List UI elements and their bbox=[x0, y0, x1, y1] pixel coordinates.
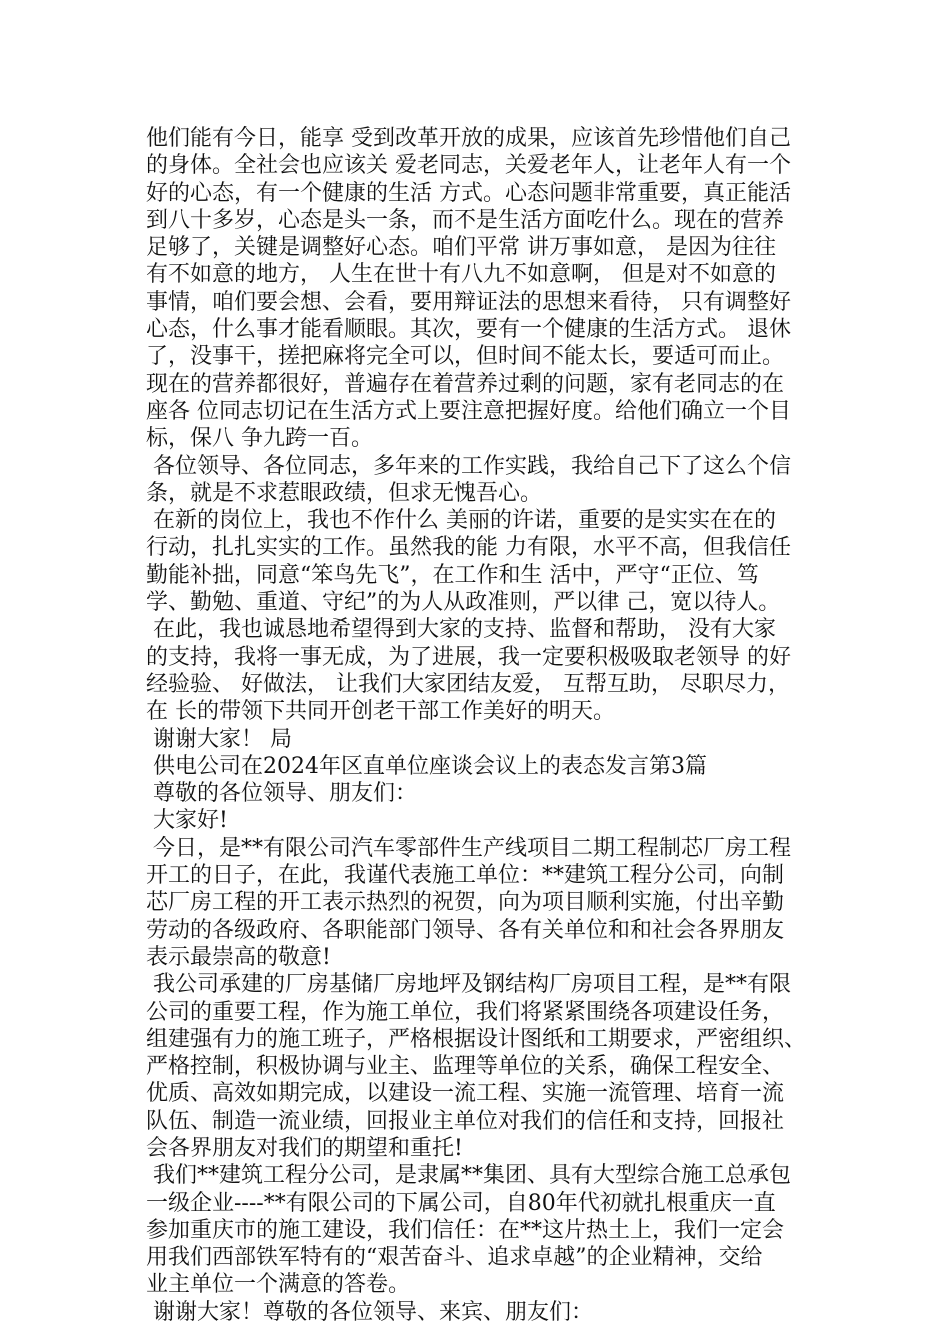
text-line: 各位领导、各位同志，多年来的工作实践，我给自己下了这么个信 bbox=[146, 453, 791, 479]
text-line: 的支持，我将一事无成，为了进展，我一定要积极吸取老领导 的好 bbox=[146, 644, 791, 670]
text-line: 行动，扎扎实实的工作。虽然我的能 力有限，水平不高，但我信任 bbox=[146, 535, 791, 561]
text-line: 大家好! bbox=[146, 808, 228, 834]
text-line: 组建强有力的施工班子，严格根据设计图纸和工期要求，严密组织、 bbox=[146, 1026, 807, 1052]
text-line: 严格控制，积极协调与业主、监理等单位的关系，确保工程安全、 bbox=[146, 1054, 785, 1080]
text-line: 了，没事干，搓把麻将完全可以，但时间不能太长，要适可而止。 bbox=[146, 344, 785, 370]
text-line: 开工的日子，在此，我谨代表施工单位：**建筑工程分公司，向制 bbox=[146, 863, 785, 889]
text-line: 业主单位一个满意的答卷。 bbox=[146, 1272, 411, 1298]
text-line: 在新的岗位上，我也不作什么 美丽的许诺，重要的是实实在在的 bbox=[146, 508, 776, 534]
text-line: 足够了，关键是调整好心态。咱们平常 讲万事如意， 是因为往往 bbox=[146, 235, 776, 261]
text-line: 今日，是**有限公司汽车零部件生产线项目二期工程制芯厂房工程 bbox=[146, 835, 791, 861]
text-line: 的身体。全社会也应该关 爱老同志，关爱老年人，让老年人有一个 bbox=[146, 153, 791, 179]
text-line: 在此，我也诚恳地希望得到大家的支持、监督和帮助， 没有大家 bbox=[146, 617, 776, 643]
text-line: 到八十多岁，心态是头一条，而不是生活方面吃什么。现在的营养 bbox=[146, 207, 785, 233]
text-line: 优质、高效如期完成，以建设一流工程、实施一流管理、培育一流 bbox=[146, 1081, 785, 1107]
text-line: 表示最崇高的敬意! bbox=[146, 944, 331, 970]
text-line: 公司的重要工程，作为施工单位，我们将紧紧围绕各项建设任务， bbox=[146, 999, 785, 1025]
text-line: 标，保八 争九跨一百。 bbox=[146, 426, 373, 452]
text-line: 条，就是不求惹眼政绩，但求无愧吾心。 bbox=[146, 480, 543, 506]
text-line: 在 长的带领下共同开创老干部工作美好的明天。 bbox=[146, 699, 615, 725]
text-line: 勤能补拙，同意“笨鸟先飞”，在工作和生 活中，严守“正位、笃 bbox=[146, 562, 759, 588]
text-line: 队伍、制造一流业绩，回报业主单位对我们的信任和支持，回报社 bbox=[146, 1108, 785, 1134]
text-line: 参加重庆市的施工建设，我们信任：在**这片热土上，我们一定会 bbox=[146, 1217, 785, 1243]
text-line: 谢谢大家！ 局 bbox=[146, 726, 292, 752]
text-line: 供电公司在2024年区直单位座谈会议上的表态发言第3篇 bbox=[146, 753, 707, 779]
text-line: 他们能有今日，能享 受到改革开放的成果，应该首先珍惜他们自己 bbox=[146, 126, 791, 151]
document-body bbox=[146, 125, 826, 1326]
text-line: 有不如意的地方， 人生在世十有八九不如意啊， 但是对不如意的 bbox=[146, 262, 776, 288]
text-line: 会各界朋友对我们的期望和重托! bbox=[146, 1135, 463, 1161]
text-line: 用我们西部铁军特有的“艰苦奋斗、追求卓越”的企业精神，交给 bbox=[146, 1245, 763, 1271]
text-line: 心态，什么事才能看顺眼。其次，要有一个健康的生活方式。 退休 bbox=[146, 317, 791, 343]
text-line: 谢谢大家！尊敬的各位领导、来宾、朋友们： bbox=[146, 1299, 593, 1325]
text-line: 经验验、 好做法， 让我们大家团结友爱， 互帮互助， 尽职尽力， bbox=[146, 671, 790, 697]
text-line: 座各 位同志切记在生活方式上要注意把握好度。给他们确立一个目 bbox=[146, 398, 791, 424]
text-line: 尊敬的各位领导、朋友们： bbox=[146, 781, 417, 807]
text-line: 我们**建筑工程分公司，是隶属**集团、具有大型综合施工总承包 bbox=[146, 1163, 791, 1189]
text-line: 我公司承建的厂房基储厂房地坪及钢结构厂房项目工程，是**有限 bbox=[146, 972, 791, 998]
text-line: 现在的营养都很好，普遍存在着营养过剩的问题，家有老同志的在 bbox=[146, 371, 785, 397]
text-line: 劳动的各级政府、各职能部门领导、各有关单位和和社会各界朋友 bbox=[146, 917, 785, 943]
text-line: 芯厂房工程的开工表示热烈的祝贺，向为项目顺利实施，付出辛勤 bbox=[146, 890, 785, 916]
text-line: 好的心态，有一个健康的生活 方式。心态问题非常重要，真正能活 bbox=[146, 180, 791, 206]
text-line: 学、勤勉、重道、守纪”的为人从政准则，严以律 己，宽以待人。 bbox=[146, 590, 781, 616]
text-line: 一级企业----**有限公司的下属公司，自80年代初就扎根重庆一直 bbox=[146, 1190, 776, 1216]
text-line: 事情，咱们要会想、会看，要用辩证法的思想来看待， 只有调整好 bbox=[146, 289, 791, 315]
